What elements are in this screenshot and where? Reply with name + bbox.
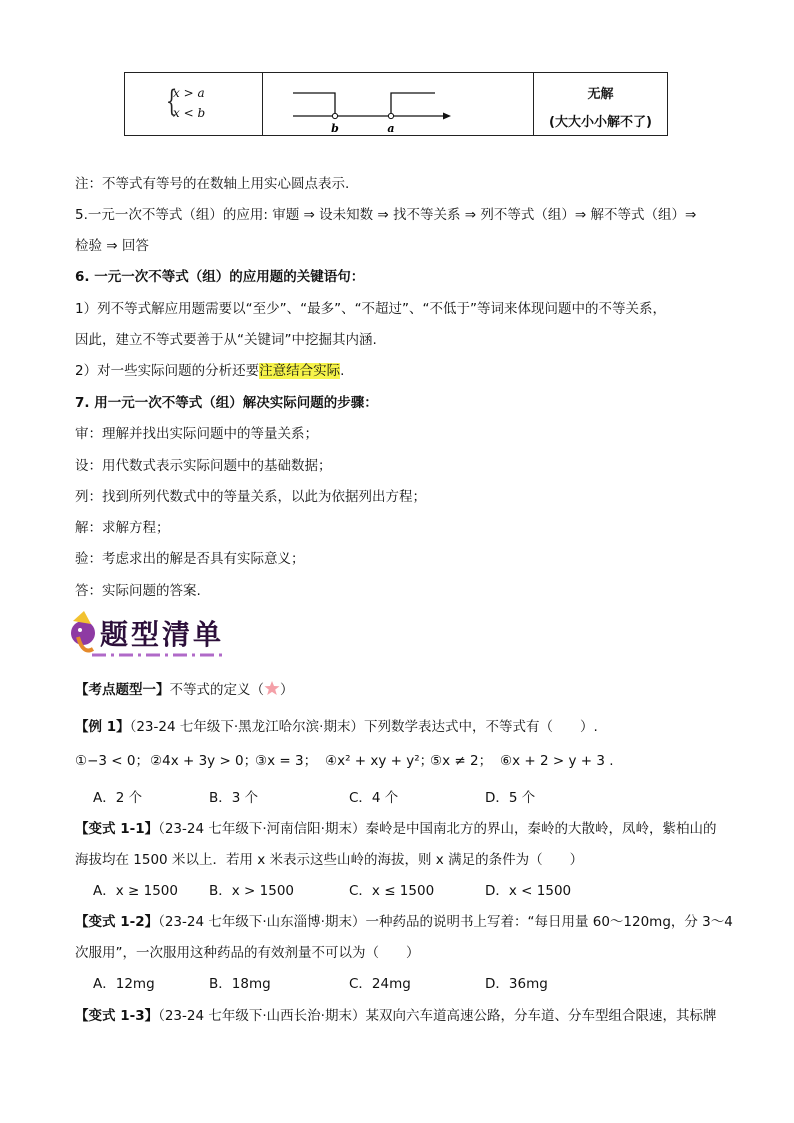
step-yan: 验：考虑求出的解是否具有实际意义； [75,551,305,567]
solution-table-row [124,72,668,136]
result-mnemonic: (大大小小解不了) [549,115,652,130]
option-d[interactable]: D．5 个 [485,790,536,806]
example1-tag: 【例 1】 [75,719,130,735]
option-d[interactable]: D．x < 1500 [485,883,572,899]
step-lie: 列：找到所列代数式中的等量关系，以此为依据列出方程； [75,489,426,505]
example1-options [93,788,653,810]
step-shen: 审：理解并找出实际问题中的等量关系； [75,426,318,442]
label-b: b [331,122,339,135]
option-a[interactable]: A．12mg [93,976,155,992]
expr-2: ②4x + 3y > 0； [150,753,258,769]
item7-heading: 7. 用一元一次不等式（组）解决实际问题的步骤： [75,395,378,411]
step-she: 设：用代数式表示实际问题中的基础数据； [75,458,332,474]
expr-1: ①−3 < 0； [75,753,149,769]
inequality-1: x > a [173,86,205,100]
option-b[interactable]: B．18mg [209,976,271,992]
region-x-less-than-b [293,93,335,116]
expr-3: ③x = 3； [255,753,318,769]
variant12-tag: 【变式 1-2】 [75,914,159,930]
option-d[interactable]: D．36mg [485,976,548,992]
item6-p2-before: 2）对一些实际问题的分析还要 [75,363,260,379]
example1-text: （23-24 七年级下·黑龙江哈尔滨·期末）下列数学表达式中，不等式有（ ）. [129,719,598,735]
axis-arrow-icon [443,113,451,120]
step-jie: 解：求解方程； [75,520,170,536]
variant12-options [93,974,653,996]
open-point-b [332,113,337,118]
type1-title-end: ） [280,682,294,698]
type1-label: 【考点题型一】 [75,682,170,698]
option-c[interactable]: C．24mg [349,976,411,992]
variant11-line2: 海拔均在 1500 米以上．若用 x 米表示这些山岭的海拔，则 x 满足的条件为（ ） [75,852,584,868]
type1-title: 不等式的定义（ [169,682,264,698]
option-c[interactable]: C．4 个 [349,790,399,806]
option-a[interactable]: A．x ≥ 1500 [93,883,178,899]
result-no-solution: 无解 [587,87,614,102]
item5-line1: 5.一元一次不等式（组）的应用: 审题 ⇒ 设未知数 ⇒ 找不等关系 ⇒ 列不等式（组）⇒ 解不等式（组）⇒ [75,207,697,223]
result-cell [534,73,667,135]
variant13-line1 [75,1006,716,1026]
option-b[interactable]: B．x > 1500 [209,883,295,899]
option-b[interactable]: B．3 个 [209,790,259,806]
variant12-text1: （23-24 七年级下·山东淄博·期末）一种药品的说明书上写着：“每日用量 60～120mg，分 3～4 [158,914,733,930]
option-a[interactable]: A．2 个 [93,790,143,806]
label-a: a [387,122,395,135]
variant13-text1: （23-24 七年级下·山西长治·期末）某双向六车道高速公路，分车道、分车型组合限速，其标牌 [158,1008,717,1024]
variant13-tag: 【变式 1-3】 [75,1008,159,1024]
note-solid-dot: 注：不等式有等号的在数轴上用实心圆点表示. [75,176,350,192]
expr-6: ⑥x + 2 > y + 3 . [500,753,614,769]
section-title: 题型清单 [100,618,225,651]
option-c[interactable]: C．x ≤ 1500 [349,883,435,899]
system-cell [125,73,263,135]
expr-5: ⑤x ≠ 2； [430,753,493,769]
example1-stem [75,717,598,737]
type1-heading [75,680,294,700]
left-brace: { [165,84,178,119]
inequality-2: x < b [173,106,206,120]
variant11-options [93,881,653,903]
star-icon [264,681,280,695]
variant11-line1 [75,819,716,839]
question-types-logo [66,611,236,663]
item6-p2 [75,361,344,381]
step-da: 答：实际问题的答案. [75,583,201,599]
item6-p2-after: . [340,363,345,379]
variant11-tag: 【变式 1-1】 [75,821,159,837]
number-line-diagram [263,73,533,135]
item5-line2: 检验 ⇒ 回答 [75,238,149,254]
example1-expressions [75,751,715,773]
highlight-note: 注意结合实际 [259,363,341,379]
variant11-text1: （23-24 七年级下·河南信阳·期末）秦岭是中国南北方的界山，秦岭的大散岭，凤岭，紫柏山的 [158,821,717,837]
expr-4: ④x² + xy + y²； [325,753,434,769]
item6-p1-line2: 因此，建立不等式要善于从“关键词”中挖掘其内涵. [75,332,377,348]
item6-heading: 6. 一元一次不等式（组）的应用题的关键语句： [75,269,365,285]
variant12-line1 [75,912,733,932]
open-point-a [388,113,393,118]
inequality-system [165,83,206,123]
region-x-greater-than-a [391,93,435,116]
number-line-cell [263,73,534,135]
variant12-line2: 次服用”，一次服用这种药品的有效剂量不可以为（ ） [75,945,420,961]
item6-p1-line1: 1）列不等式解应用题需要以“至少”、“最多”、“不超过”、“不低于”等词来体现问题中的不等关系， [75,301,667,317]
